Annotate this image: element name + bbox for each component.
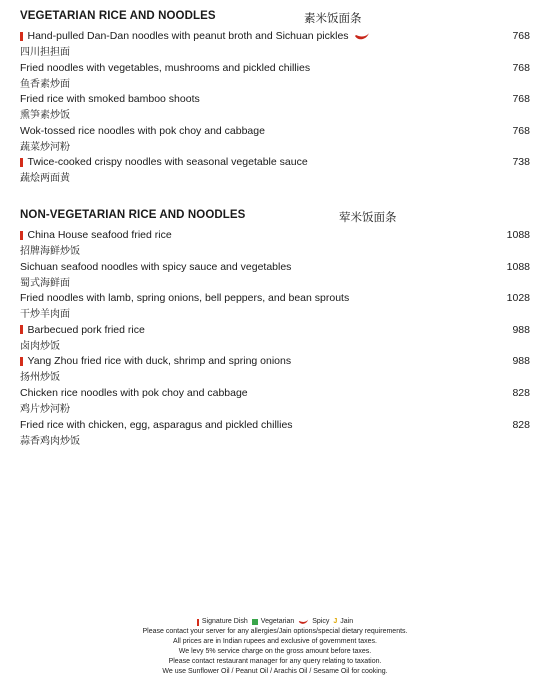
section-title: VEGETARIAN RICE AND NOODLES	[20, 10, 216, 22]
vegetarian-section	[20, 10, 530, 188]
dish-name-text: Twice-cooked crispy noodles with seasonal vegetable sauce	[27, 156, 308, 169]
menu-item	[20, 324, 530, 356]
dish-name-chinese: 干炒羊肉面	[20, 309, 70, 321]
dish-name-text: Chicken rice noodles with pok choy and cabbage	[20, 386, 248, 399]
dish-name	[20, 62, 310, 74]
dish-price: 1088	[506, 260, 530, 273]
footer-line: We levy 5% service charge on the gross amount before taxes.	[178, 648, 372, 656]
dish-name	[20, 355, 291, 367]
dish-price: 1088	[506, 229, 530, 241]
footer-line: Please contact restaurant manager for any query relating to taxation.	[168, 658, 382, 666]
legend-jain-label: Jain	[340, 618, 354, 625]
dish-price: 828	[512, 418, 530, 431]
non-vegetarian-section	[20, 209, 530, 450]
dish-name-chinese: 蒜香鸡肉炒饭	[20, 435, 80, 447]
section-title-chinese: 素米饭面条	[304, 13, 362, 25]
section-header	[20, 10, 530, 30]
dish-name-text: Fried noodles with lamb, spring onions, bell peppers, and bean sprouts	[20, 292, 350, 305]
dish-name	[20, 125, 265, 137]
chilli-icon	[298, 619, 309, 625]
menu-item	[20, 229, 530, 261]
menu-item	[20, 261, 530, 293]
dish-name-chinese: 蔬菜炒河粉	[20, 141, 70, 153]
menu-item	[20, 419, 530, 451]
dish-price: 738	[512, 156, 530, 169]
signature-dish-icon	[197, 619, 199, 626]
signature-dish-icon	[20, 357, 23, 366]
menu-footer	[0, 617, 550, 678]
legend-signature-label: Signature Dish	[201, 618, 248, 625]
menu-item	[20, 355, 530, 387]
menu-item	[20, 30, 530, 62]
signature-dish-icon	[20, 325, 23, 334]
dish-name-text: Yang Zhou fried rice with duck, shrimp and spring onions	[27, 355, 292, 368]
dish-name	[20, 156, 308, 168]
dish-name	[20, 229, 172, 241]
footer-line: All prices are in Indian rupees and exclusive of government taxes.	[173, 638, 377, 646]
section-header	[20, 209, 530, 229]
dish-name-text: Fried rice with smoked bamboo shoots	[20, 93, 200, 106]
section-title-chinese: 荤米饭面条	[339, 212, 397, 224]
dish-name-text: China House seafood fried rice	[27, 229, 172, 241]
menu-item	[20, 292, 530, 324]
dish-price: 768	[512, 124, 530, 137]
menu-item	[20, 125, 530, 157]
dish-name	[20, 324, 145, 336]
dish-price: 768	[512, 30, 530, 42]
dish-name-chinese: 蔬烩两面黄	[20, 173, 70, 185]
dish-name	[20, 261, 291, 273]
dish-name-chinese: 卤肉炒饭	[20, 340, 60, 352]
dish-price: 768	[512, 93, 530, 106]
dish-name-text: Sichuan seafood noodles with spicy sauce and vegetables	[20, 260, 292, 273]
dish-name-chinese: 蜀式海鲜面	[20, 277, 70, 289]
legend-spicy-label: Spicy	[312, 618, 330, 625]
dish-name-chinese: 鸡片炒河粉	[20, 403, 70, 415]
menu-list	[20, 30, 530, 188]
signature-dish-icon	[20, 231, 23, 240]
menu-item	[20, 62, 530, 94]
dish-name	[20, 292, 349, 304]
dish-name-text: Fried rice with chicken, egg, asparagus and pickled chillies	[20, 418, 293, 431]
dish-name	[20, 30, 370, 42]
dish-price: 988	[512, 323, 530, 336]
menu-item	[20, 156, 530, 188]
dish-name-text: Barbecued pork fried rice	[27, 323, 145, 336]
dish-name-text: Hand-pulled Dan-Dan noodles with peanut broth and Sichuan pickles	[27, 30, 349, 42]
footer-line: Please contact your server for any allergies/Jain options/special dietary requirements.	[142, 628, 408, 636]
dish-name-chinese: 熏笋素炒饭	[20, 110, 70, 122]
dish-name-chinese: 四川担担面	[20, 47, 70, 58]
dish-name	[20, 419, 293, 431]
dish-price: 1028	[506, 292, 530, 305]
dish-name-chinese: 扬州炒饭	[20, 372, 60, 384]
dish-price: 988	[512, 355, 530, 368]
menu-item	[20, 93, 530, 125]
jain-icon: J	[333, 618, 338, 625]
footer-line: We use Sunflower Oil / Peanut Oil / Arachis Oil / Sesame Oil for cooking.	[162, 668, 388, 676]
section-title: NON-VEGETARIAN RICE AND NOODLES	[20, 209, 246, 221]
legend-vegetarian-label: Vegetarian	[260, 618, 295, 625]
legend	[0, 617, 550, 627]
dish-name-chinese: 招牌海鲜炒饭	[20, 246, 80, 257]
dish-name-text: Fried noodles with vegetables, mushrooms and pickled chillies	[20, 61, 311, 74]
dish-name-chinese: 鱼香素炒面	[20, 78, 70, 90]
vegetarian-icon	[252, 619, 258, 625]
dish-name-text: Wok-tossed rice noodles with pok choy and cabbage	[20, 124, 265, 137]
signature-dish-icon	[20, 32, 23, 41]
dish-name	[20, 387, 248, 399]
dish-price: 828	[512, 386, 530, 399]
chilli-icon	[354, 32, 370, 41]
menu-item	[20, 387, 530, 419]
dish-price: 768	[512, 61, 530, 74]
dish-name	[20, 93, 200, 105]
signature-dish-icon	[20, 158, 23, 167]
menu-list	[20, 229, 530, 450]
